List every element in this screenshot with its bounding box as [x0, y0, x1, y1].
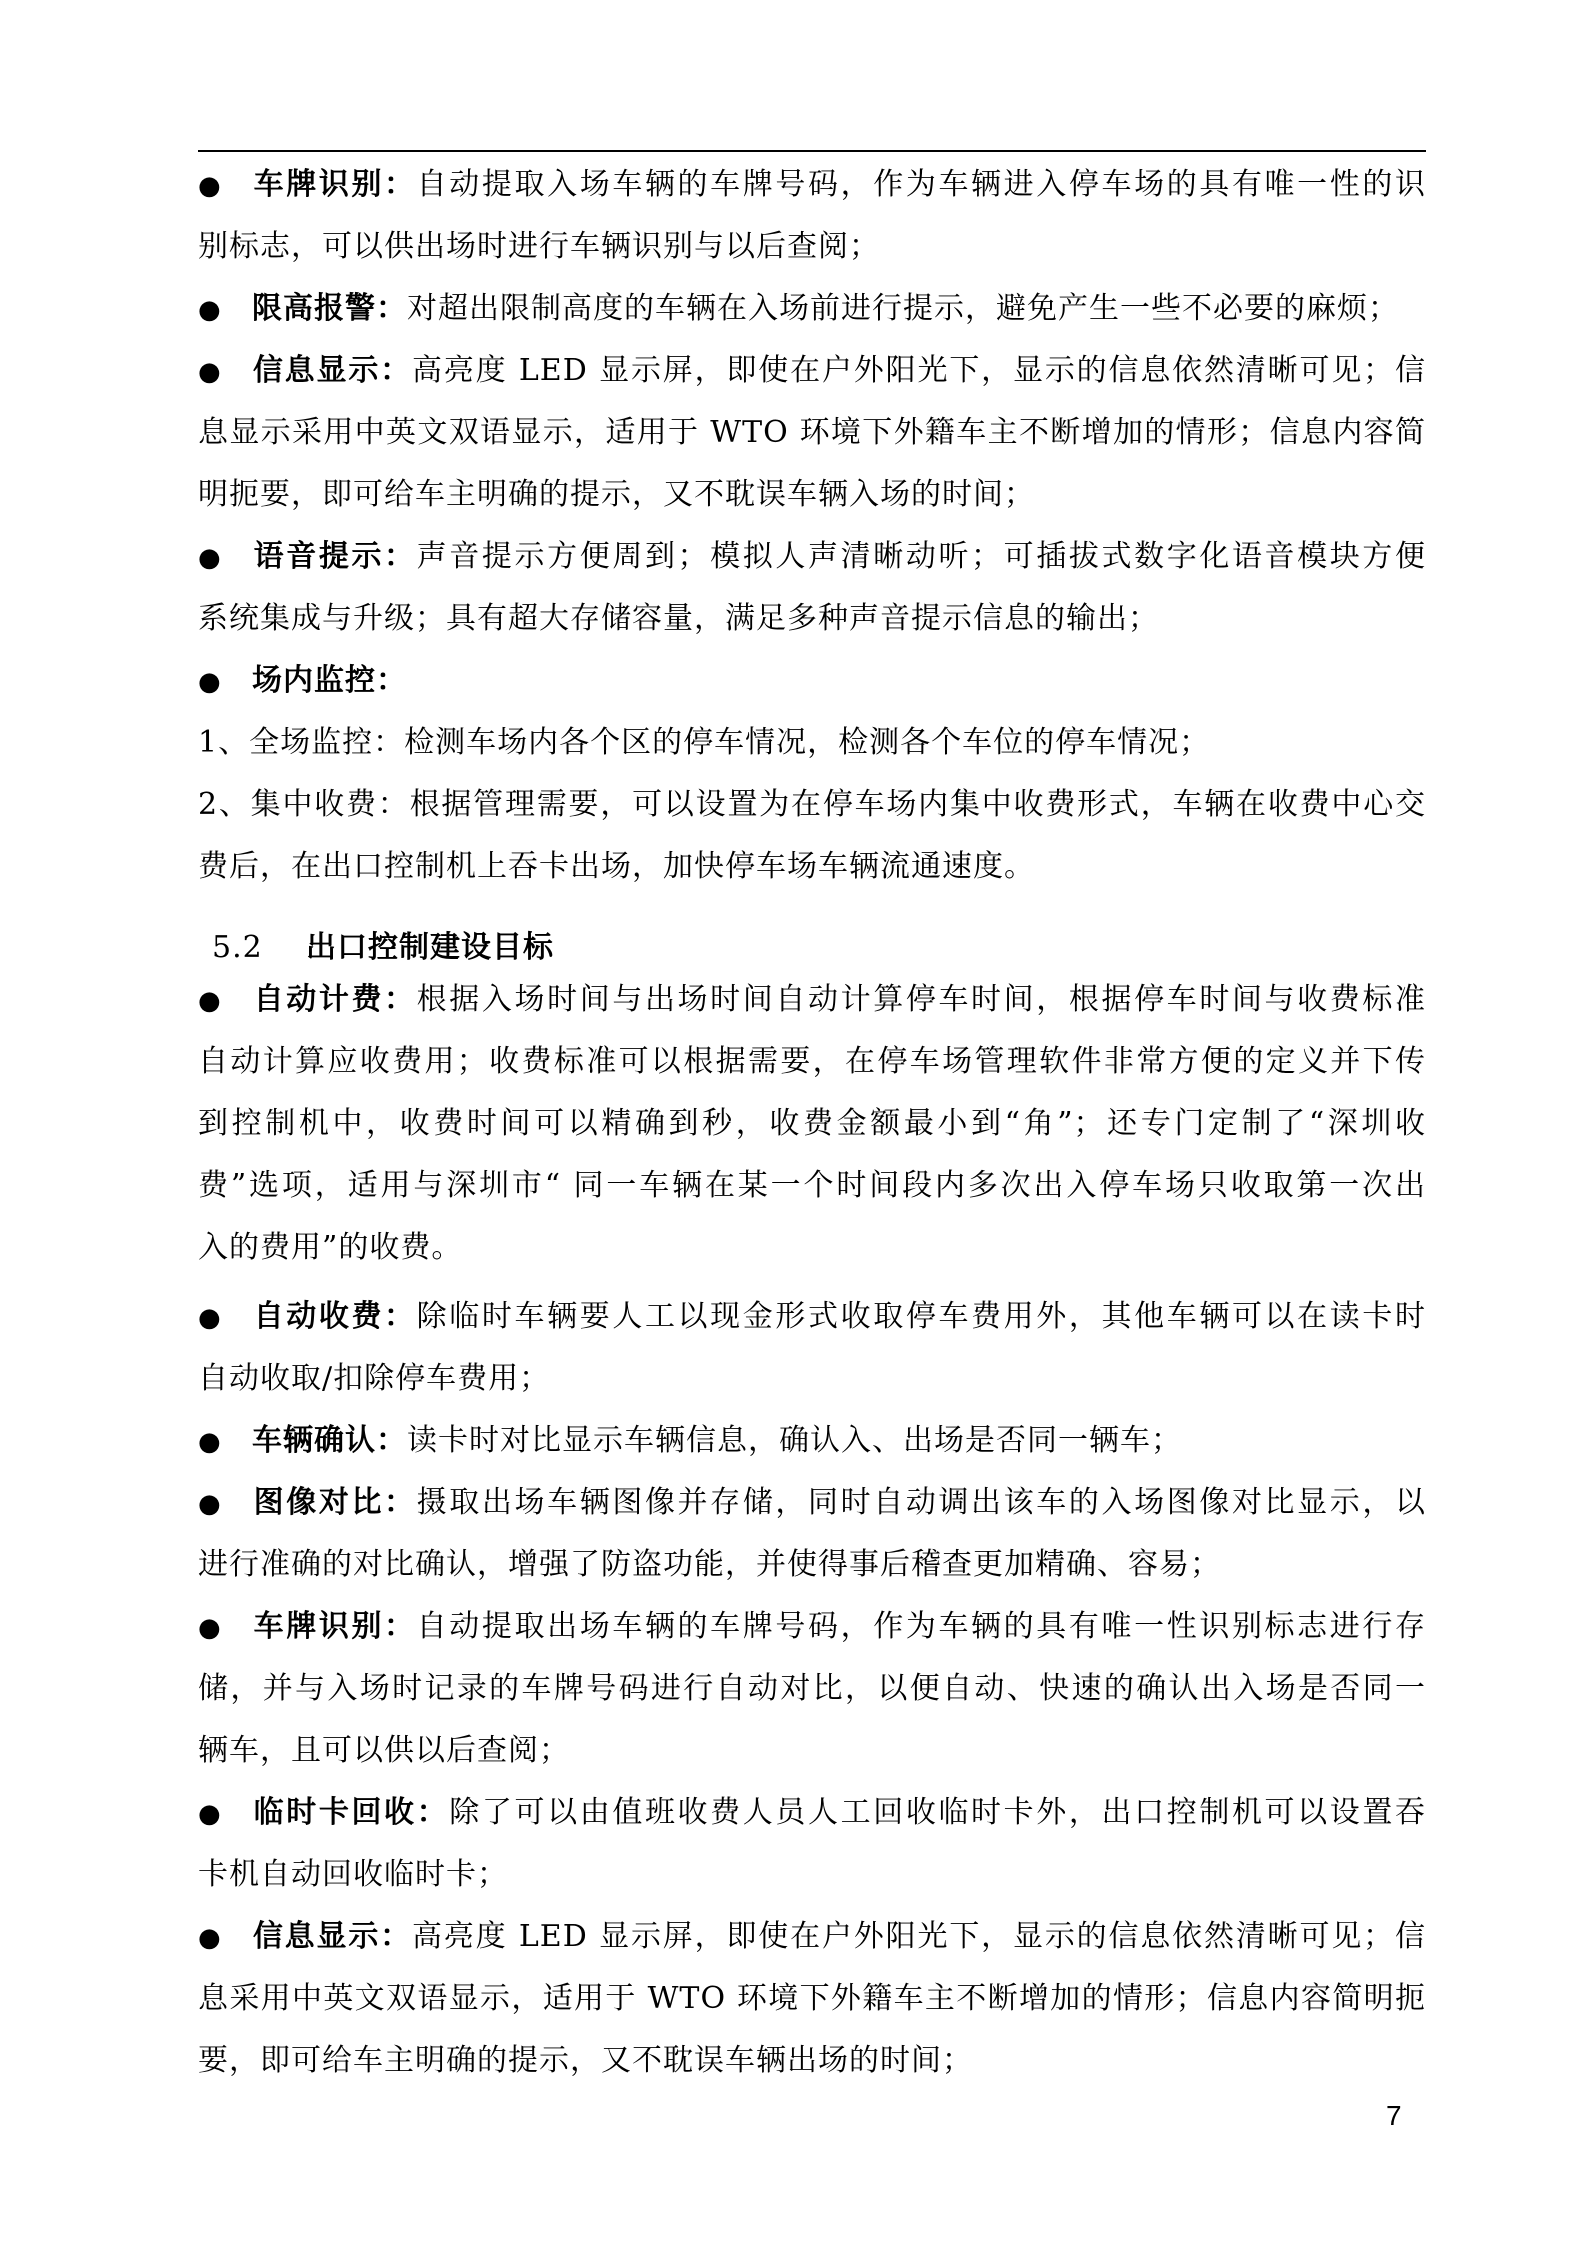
item-text: 高亮度 LED 显示屏，即使在户外阳光下，显示的信息依然清晰可见；信: [412, 1919, 1427, 1954]
item-label: 临时卡回收：: [252, 1795, 450, 1830]
item-text: 根据入场时间与出场时间自动计算停车时间，根据停车时间与收费标准: [416, 982, 1427, 1017]
item-text: 要，即可给车主明确的提示，又不耽误车辆出场的时间；: [198, 2043, 973, 2078]
text-line: [198, 1720, 1426, 1782]
page-number: 7: [1386, 2100, 1402, 2131]
text-line: [198, 216, 1426, 278]
item-text: 自动提取入场车辆的车牌号码，作为车辆进入停车场的具有唯一性的识: [416, 167, 1427, 202]
text-line: [198, 154, 1426, 216]
bullet-item: [198, 969, 1426, 1279]
item-label: 车牌识别：: [252, 1609, 417, 1644]
item-label: 限高报警：: [252, 291, 407, 326]
text-line: [198, 402, 1426, 464]
item-text: 入的费用”的收费。: [198, 1230, 463, 1265]
text-line: [198, 2030, 1426, 2092]
text-line: [198, 650, 1426, 712]
text-line: [198, 526, 1426, 588]
text-line: [198, 1155, 1426, 1217]
text-line: [198, 278, 1426, 340]
item-text: 到控制机中，收费时间可以精确到秒，收费金额最小到“角”；还专门定制了“深圳收: [198, 1106, 1426, 1141]
text-line: [198, 969, 1426, 1031]
bullet-icon: ●: [198, 357, 222, 387]
item-text: 费后，在出口控制机上吞卡出场，加快停车场车辆流通速度。: [198, 849, 1035, 884]
bullet-icon: ●: [198, 986, 222, 1016]
item-text: 息显示采用中英文双语显示，适用于 WTO 环境下外籍车主不断增加的情形；信息内容简: [198, 415, 1426, 450]
bullet-icon: ●: [198, 543, 222, 573]
item-label: 信息显示：: [252, 1919, 413, 1954]
text-line: [198, 1286, 1426, 1348]
text-line: [198, 1472, 1426, 1534]
text-line: [198, 1410, 1426, 1472]
bullet-icon: ●: [198, 295, 222, 325]
item-label: 语音提示：: [252, 539, 417, 574]
bullet-item: [198, 154, 1426, 278]
bullet-icon: ●: [198, 171, 222, 201]
text-line: [198, 712, 1426, 774]
header-rule: [198, 150, 1426, 152]
item-text: 对超出限制高度的车辆在入场前进行提示，避免产生一些不必要的麻烦；: [407, 291, 1399, 326]
text-line: [198, 1031, 1426, 1093]
text-line: [198, 1534, 1426, 1596]
item-text: 息采用中英文双语显示，适用于 WTO 环境下外籍车主不断增加的情形；信息内容简明扼: [198, 1981, 1426, 2016]
text-line: [198, 340, 1426, 402]
item-text: 费”选项，适用与深圳市“ 同一车辆在某一个时间段内多次出入停车场只收取第一次出: [198, 1168, 1426, 1203]
text-line: [198, 588, 1426, 650]
bullet-item: [198, 1782, 1426, 1906]
bullet-icon: ●: [198, 667, 222, 697]
document-body: [198, 154, 1426, 2092]
bullet-item: [198, 650, 1426, 712]
item-label: 自动计费：: [252, 982, 417, 1017]
item-text: 1、全场监控：检测车场内各个区的停车情况，检测各个车位的停车情况；: [198, 725, 1211, 760]
text-line: [198, 1093, 1426, 1155]
item-text: 系统集成与升级；具有超大存储容量，满足多种声音提示信息的输出；: [198, 601, 1159, 636]
bullet-item: [198, 1596, 1426, 1782]
item-text: 自动提取出场车辆的车牌号码，作为车辆的具有唯一性识别标志进行存: [416, 1609, 1427, 1644]
bullet-icon: ●: [198, 1613, 222, 1643]
bullet-item: [198, 526, 1426, 650]
item-label: 场内监控：: [252, 663, 407, 698]
item-text: 2、集中收费：根据管理需要，可以设置为在停车场内集中收费形式，车辆在收费中心交: [198, 787, 1426, 822]
bullet-item: [198, 1472, 1426, 1596]
item-text: 除临时车辆要人工以现金形式收取停车费用外，其他车辆可以在读卡时: [416, 1299, 1427, 1334]
bullet-item: [198, 278, 1426, 340]
item-text: 高亮度 LED 显示屏，即使在户外阳光下，显示的信息依然清晰可见；信: [412, 353, 1427, 388]
item-text: 声音提示方便周到；模拟人声清晰动听；可插拔式数字化语音模块方便: [416, 539, 1427, 574]
bullet-icon: ●: [198, 1427, 222, 1457]
item-text: 自动计算应收费用；收费标准可以根据需要，在停车场管理软件非常方便的定义并下传: [198, 1044, 1426, 1079]
bullet-item: [198, 1286, 1426, 1410]
item-text: 储，并与入场时记录的车牌号码进行自动对比，以便自动、快速的确认出入场是否同一: [198, 1671, 1426, 1706]
text-line: [198, 464, 1426, 526]
item-text: 辆车，且可以供以后查阅；: [198, 1733, 570, 1768]
item-text: 别标志，可以供出场时进行车辆识别与以后查阅；: [198, 229, 880, 264]
item-label: 车辆确认：: [252, 1423, 407, 1458]
item-text: 除了可以由值班收费人员人工回收临时卡外，出口控制机可以设置吞: [449, 1795, 1427, 1830]
text-line: [198, 774, 1426, 836]
section-title: 出口控制建设目标: [306, 930, 554, 965]
text-line: [198, 1596, 1426, 1658]
item-label: 信息显示：: [252, 353, 413, 388]
item-label: 车牌识别：: [252, 167, 417, 202]
text-line: [198, 1782, 1426, 1844]
text-line: [198, 1658, 1426, 1720]
section-number: 5.2: [212, 930, 263, 965]
item-label: 图像对比：: [252, 1485, 417, 1520]
item-text: 读卡时对比显示车辆信息，确认入、出场是否同一辆车；: [407, 1423, 1182, 1458]
text-line: [198, 1906, 1426, 1968]
item-text: 自动收取/扣除停车费用；: [198, 1361, 551, 1396]
text-line: [198, 836, 1426, 898]
numbered-item: [198, 712, 1426, 774]
item-text: 摄取出场车辆图像并存储，同时自动调出该车的入场图像对比显示，以: [416, 1485, 1427, 1520]
text-line: [198, 1348, 1426, 1410]
bullet-item: [198, 1410, 1426, 1472]
bullet-item: [198, 1906, 1426, 2092]
bullet-icon: ●: [198, 1303, 222, 1333]
numbered-item: [198, 774, 1426, 898]
text-line: [198, 1968, 1426, 2030]
item-text: 明扼要，即可给车主明确的提示，又不耽误车辆入场的时间；: [198, 477, 1035, 512]
bullet-icon: ●: [198, 1799, 222, 1829]
text-line: [198, 1217, 1426, 1279]
item-text: 进行准确的对比确认，增强了防盗功能，并使得事后稽查更加精确、容易；: [198, 1547, 1221, 1582]
bullet-icon: ●: [198, 1489, 222, 1519]
item-text: 卡机自动回收临时卡；: [198, 1857, 508, 1892]
bullet-icon: ●: [198, 1923, 222, 1953]
bullet-item: [198, 340, 1426, 526]
text-line: [198, 1844, 1426, 1906]
item-label: 自动收费：: [252, 1299, 417, 1334]
